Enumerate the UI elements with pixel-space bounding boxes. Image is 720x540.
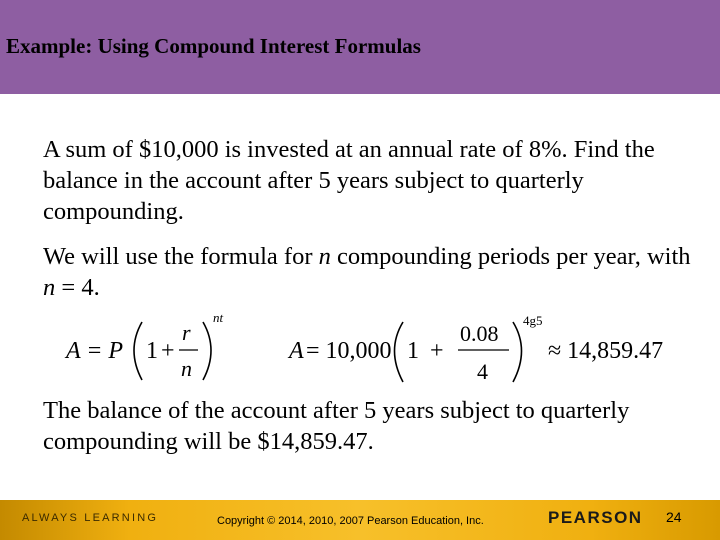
title-bar [0,0,720,94]
formula2-lhs-A: A [289,338,304,364]
variable-n: n [318,243,331,270]
formula1-lhs: A = P [66,338,124,364]
formulas [0,300,720,400]
compound-interest-formula [64,310,224,381]
formula-intro-part3: = 4. [55,274,100,301]
formula2-one: 1 [407,338,419,364]
worked-example-formula [287,313,663,384]
conclusion: The balance of the account after 5 years subject to quarterly compounding will be $14,859.47. [43,397,630,455]
slide-title: Example: Using Compound Interest Formulas [6,34,421,58]
formula-intro [43,241,693,303]
formula1-denominator: n [181,356,192,381]
formula2-exponent: 4g5 [523,313,543,328]
left-paren [395,322,404,382]
formula2-numerator: 0.08 [460,321,499,346]
formula1-plus: + [161,338,175,364]
variable-n: n [43,274,56,301]
formula-intro-part2: compounding periods per year, with [330,243,691,270]
formula2-result: ≈ 14,859.47 [548,338,664,364]
formula-intro-part1: We will use the formula for [43,243,319,270]
right-paren [203,322,211,380]
formula2-denominator: 4 [477,359,488,384]
formula1-one: 1 [146,338,158,364]
formula2-plus: + [430,338,444,364]
footer-copyright: Copyright © 2014, 2010, 2007 Pearson Education, Inc. [217,515,484,527]
problem-statement: A sum of $10,000 is invested at an annual rate of 8%. Find the balance in the account after 5 years subject to quarterly compounding. [43,136,655,225]
right-paren [513,322,522,382]
page-number: 24 [666,509,682,525]
footer-tagline: ALWAYS LEARNING [22,512,159,524]
footer-bar [0,500,720,540]
left-paren [134,322,142,380]
pearson-logo: PEARSON [548,508,643,527]
formula1-exponent: nt [213,310,224,325]
formula2-lhs: = 10,000 [306,338,392,364]
formula1-numerator: r [182,320,191,345]
